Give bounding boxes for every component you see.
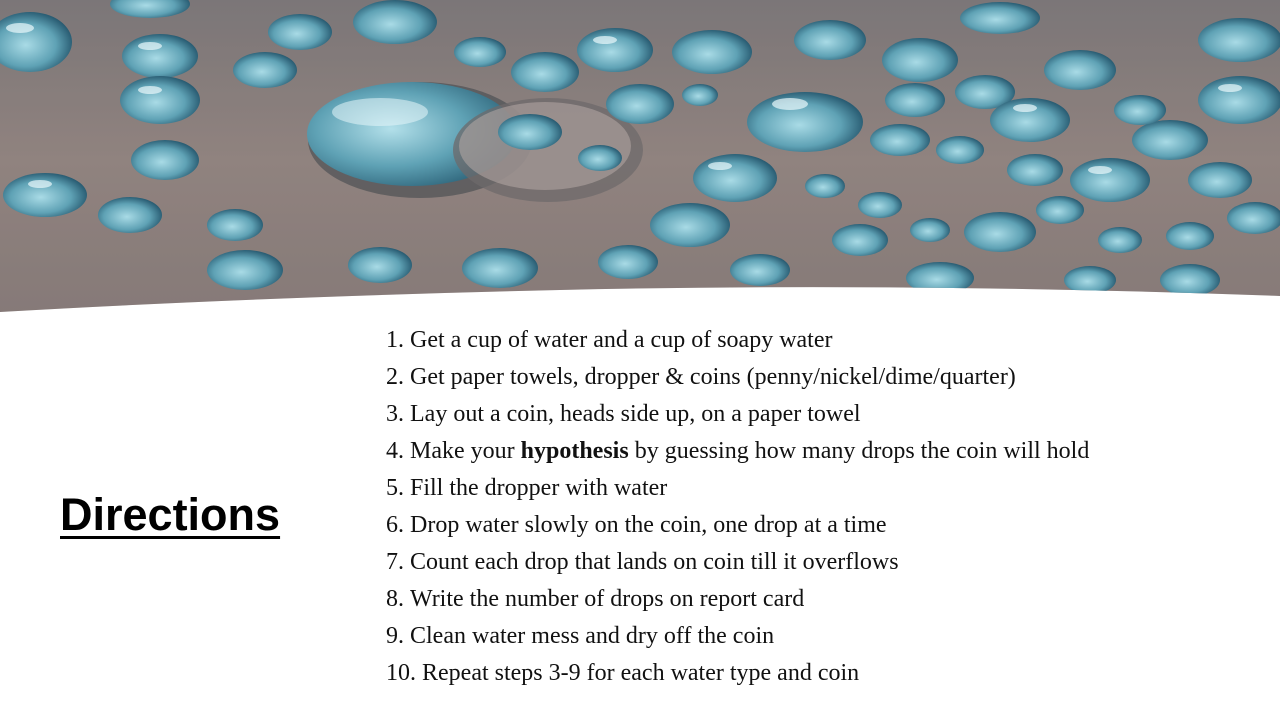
- step-number: 10.: [386, 660, 416, 686]
- step-number: 2.: [386, 364, 404, 390]
- step-text: [410, 433, 1089, 470]
- step-number: 6.: [386, 512, 404, 538]
- step-text: Fill the dropper with water: [410, 475, 668, 501]
- step-text: Lay out a coin, heads side up, on a paper towel: [410, 401, 861, 427]
- step-number: 3.: [386, 401, 404, 427]
- step-text: Count each drop that lands on coin till it overflows: [410, 549, 899, 575]
- step-text-prefix: Make your: [410, 438, 521, 464]
- step-text: Get a cup of water and a cup of soapy water: [410, 327, 833, 353]
- step-item: [386, 322, 1266, 359]
- step-text: Repeat steps 3-9 for each water type and coin: [416, 660, 860, 686]
- step-number: 7.: [386, 549, 404, 575]
- step-item: [386, 507, 1266, 544]
- step-number: 8.: [386, 586, 404, 612]
- step-text-suffix: by guessing how many drops the coin will hold: [628, 438, 1090, 464]
- step-text: Write the number of drops on report card: [410, 586, 805, 612]
- water-droplets-photo: [0, 0, 1280, 320]
- step-item: [386, 359, 1266, 396]
- step-item: [386, 396, 1266, 433]
- step-item: [386, 655, 1266, 692]
- step-text: Get paper towels, dropper & coins (penny/nickel/dime/quarter): [410, 364, 1016, 390]
- step-item: [386, 470, 1266, 507]
- step-text: Drop water slowly on the coin, one drop at a time: [410, 512, 887, 538]
- water-droplets-banner: [0, 0, 1280, 320]
- step-item: [386, 433, 1266, 470]
- step-number: 4.: [386, 438, 404, 464]
- step-number: 9.: [386, 623, 404, 649]
- directions-list: [386, 322, 1266, 692]
- step-item: [386, 581, 1266, 618]
- step-item: [386, 618, 1266, 655]
- step-number: 1.: [386, 327, 404, 353]
- slide-title: Directions: [60, 489, 281, 540]
- hypothesis-emphasis: hypothesis: [520, 438, 629, 464]
- step-number: 5.: [386, 475, 404, 501]
- step-text: Clean water mess and dry off the coin: [410, 623, 775, 649]
- step-item: [386, 544, 1266, 581]
